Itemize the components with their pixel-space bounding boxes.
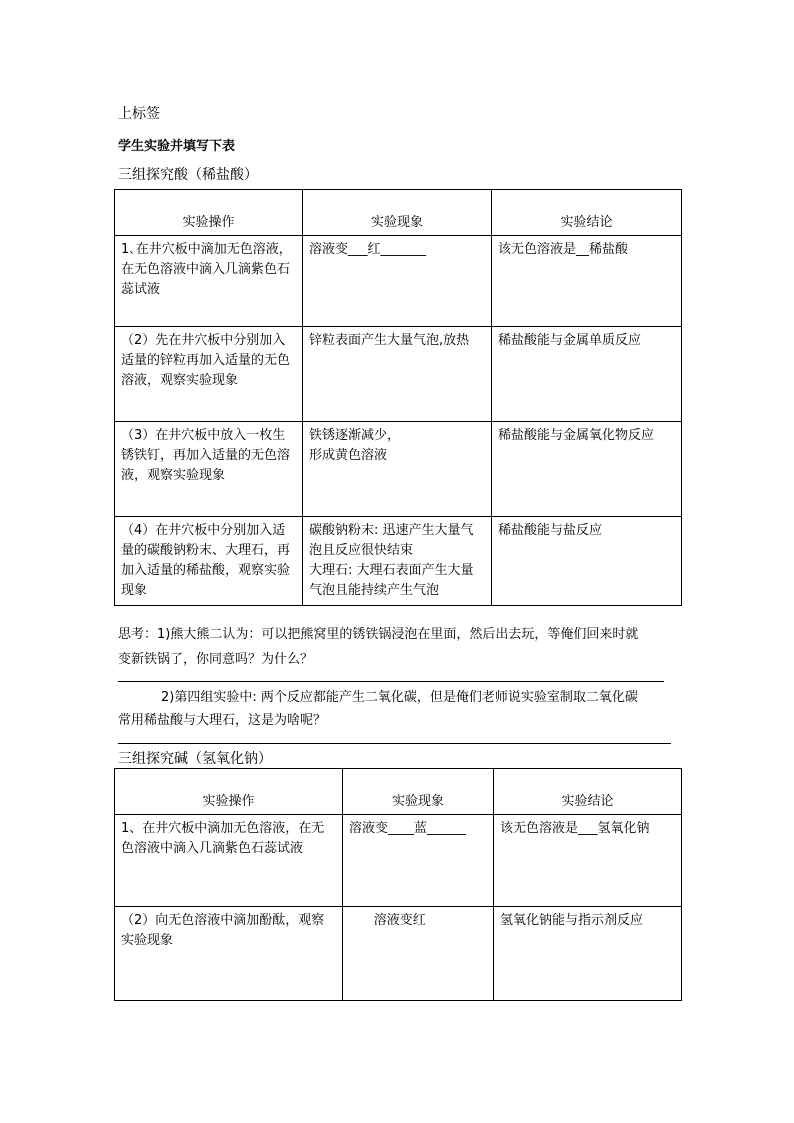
header-conclusion: 实验结论: [494, 769, 682, 815]
phenomenon-cell: 碳酸钠粉末: 迅速产生大量气泡且反应很快结束 大理石: 大理石表面产生大量气泡且能持续产生气泡: [303, 517, 492, 606]
table-row: [115, 422, 682, 517]
table1-caption: 三组探究酸（稀盐酸）: [118, 167, 258, 183]
table-row: [115, 517, 682, 606]
table-row: [115, 907, 682, 1001]
operation-cell: 1､在井穴板中滴加无色溶液，在无色溶液中滴入几滴紫色石蕊试液: [115, 236, 303, 327]
table2-caption: 三组探究碱（氢氧化钠）: [118, 751, 272, 767]
table-header-row: [115, 769, 682, 815]
conclusion-cell: 氢氧化钠能与指示剂反应: [494, 907, 682, 1001]
conclusion-cell: 稀盐酸能与金属氧化物反应: [492, 422, 682, 517]
phenomenon-cell: 溶液变红: [343, 907, 494, 1001]
table-row: [115, 236, 682, 327]
acid-experiment-table: [114, 189, 682, 606]
operation-cell: （4）在井穴板中分别加入适量的碳酸钠粉末、大理石，再加入适量的稀盐酸，观察实验现象: [115, 517, 303, 606]
question-2-line-1: 2)第四组实验中: 两个反应都能产生二氧化碳，但是俺们老师说实验室制取二氧化碳: [161, 690, 638, 705]
question-1-line-2: 变新铁锅了，你同意吗？为什么？: [118, 652, 314, 667]
header-phenomenon: 实验现象: [343, 769, 494, 815]
header-conclusion: 实验结论: [492, 190, 682, 236]
table-header-row: [115, 190, 682, 236]
conclusion-cell: 稀盐酸能与金属单质反应: [492, 327, 682, 422]
table-row: [115, 327, 682, 422]
answer-line-1: [118, 681, 664, 682]
operation-cell: （3）在井穴板中放入一枚生锈铁钉，再加入适量的无色溶液，观察实验现象: [115, 422, 303, 517]
header-operation: 实验操作: [115, 769, 343, 815]
operation-cell: 1、在井穴板中滴加无色溶液，在无色溶液中滴入几滴紫色石蕊试液: [115, 815, 343, 907]
answer-line-2: [118, 743, 671, 744]
phenomenon-cell: 铁锈逐渐减少， 形成黄色溶液: [303, 422, 492, 517]
phenomenon-cell: 锌粒表面产生大量气泡,放热: [303, 327, 492, 422]
conclusion-cell: 该无色溶液是__稀盐酸: [492, 236, 682, 327]
operation-cell: （2）向无色溶液中滴加酚酞，观察实验现象: [115, 907, 343, 1001]
top-label: 上标签: [118, 106, 160, 122]
header-phenomenon: 实验现象: [303, 190, 492, 236]
question-1-line-1: 思考：1)熊大熊二认为：可以把熊窝里的锈铁锅浸泡在里面，然后出去玩，等俺们回来时就: [118, 627, 639, 642]
conclusion-cell: 稀盐酸能与盐反应: [492, 517, 682, 606]
phenomenon-cell: 溶液变____蓝______: [343, 815, 494, 907]
header-operation: 实验操作: [115, 190, 303, 236]
operation-cell: （2）先在井穴板中分别加入适量的锌粒再加入适量的无色溶液，观察实验现象: [115, 327, 303, 422]
table-row: [115, 815, 682, 907]
base-experiment-table: [114, 768, 682, 1001]
section-heading: 学生实验并填写下表: [118, 139, 236, 154]
phenomenon-cell: 溶液变___红_______: [303, 236, 492, 327]
conclusion-cell: 该无色溶液是___氢氧化钠: [494, 815, 682, 907]
question-2-line-2: 常用稀盐酸与大理石，这是为啥呢？: [118, 713, 327, 728]
